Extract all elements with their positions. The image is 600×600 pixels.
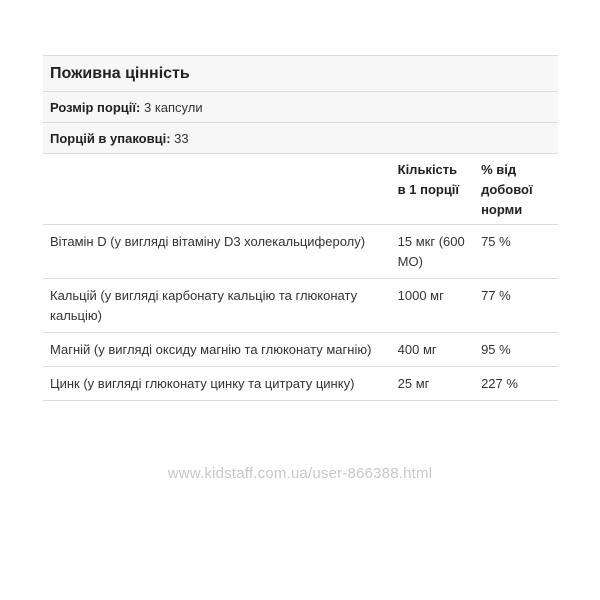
nutrients-table	[43, 154, 558, 401]
serving-size-value: 3 капсули	[140, 99, 203, 115]
nutrient-daily-value: 95 %	[481, 342, 511, 357]
servings-per-container-row	[43, 123, 558, 154]
header-name	[43, 154, 391, 225]
table-row	[43, 333, 558, 367]
nutrition-facts-panel	[43, 55, 558, 401]
nutrient-name: Цинк (у вигляді глюконату цинку та цитрату цинку)	[50, 376, 355, 391]
header-amount: Кількість в 1 порції	[397, 162, 460, 197]
nutrient-amount: 400 мг	[397, 342, 437, 357]
watermark-url: www.kidstaff.com.ua/user-866388.html	[167, 465, 433, 482]
serving-size-row	[43, 92, 558, 123]
nutrient-amount: 1000 мг	[397, 288, 444, 303]
nutrient-amount: 15 мкг (600 МО)	[397, 234, 465, 269]
nutrient-daily-value: 77 %	[481, 288, 511, 303]
table-header-row	[43, 154, 558, 225]
nutrient-name: Кальцій (у вигляді карбонату кальцію та глюконату кальцію)	[50, 288, 358, 323]
table-row	[43, 279, 558, 333]
servings-per-container-value: 33	[170, 130, 189, 146]
nutrition-title: Поживна цінність	[43, 56, 558, 92]
nutrient-amount: 25 мг	[397, 376, 430, 391]
nutrient-name: Магній (у вигляді оксиду магнію та глюконату магнію)	[50, 342, 372, 357]
table-row	[43, 367, 558, 401]
nutrient-name: Вітамін D (у вигляді вітаміну D3 холекальциферолу)	[50, 234, 366, 249]
nutrient-daily-value: 75 %	[481, 234, 511, 249]
nutrient-daily-value: 227 %	[481, 376, 518, 391]
header-daily-value: % від добової норми	[481, 162, 533, 217]
table-row	[43, 225, 558, 279]
servings-per-container-label: Порцій в упаковці:	[50, 130, 171, 146]
serving-size-label: Розмір порції:	[50, 99, 141, 115]
